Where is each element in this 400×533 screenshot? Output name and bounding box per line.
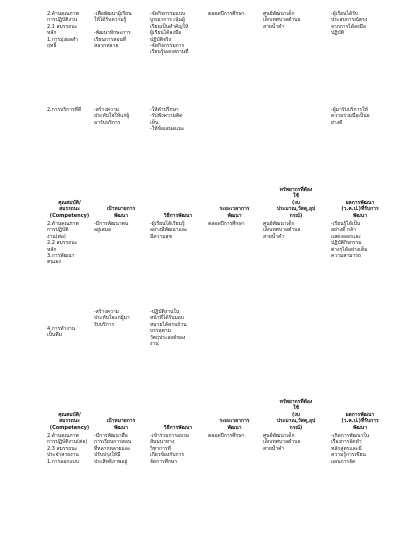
cell-line: -จัดกิจกรรมแบบ bbox=[150, 11, 186, 17]
header-competency bbox=[46, 180, 93, 220]
cell-line: (ว.ค.ป.)ที่รับการ bbox=[341, 206, 379, 213]
cell-line: -เรียนรู้ได้เป็น bbox=[331, 221, 361, 227]
table-row bbox=[46, 10, 390, 106]
header-result bbox=[330, 180, 390, 220]
cell-line: -จัดกิจกรรมการ bbox=[150, 43, 185, 50]
cell-line: ศูนย์พัฒนาเด็ก bbox=[263, 221, 295, 227]
table-row bbox=[46, 220, 390, 308]
cell-line: การปฏิบัติ bbox=[47, 227, 69, 234]
table-header-row bbox=[46, 398, 390, 432]
cell-line: สมรรถนะ bbox=[59, 418, 80, 425]
cell-line: แผนการจัด bbox=[331, 458, 356, 465]
cell-line: -พัฒนาทักษะการ bbox=[94, 30, 131, 37]
cell-line: ปฏิบัติจริง bbox=[150, 36, 172, 43]
cell-line: -เพื่อพัฒนาผู้เรียน bbox=[94, 11, 132, 17]
result-cell bbox=[330, 432, 390, 492]
cell-line: 2.1 สมรรถนะ bbox=[47, 23, 78, 30]
cell-line: ประมาณ,วัสดุ,อุป bbox=[276, 206, 316, 213]
header-competency bbox=[46, 398, 93, 432]
cell-line: อย่างดี กล้า bbox=[331, 227, 356, 234]
cell-line: งาน(ต่อ) bbox=[47, 233, 66, 240]
method-cell bbox=[149, 308, 207, 356]
cell-line: 1.การออกแบบ bbox=[47, 458, 79, 465]
header-resources bbox=[262, 180, 330, 220]
cell-line: 2.ด้านคุณภาพ bbox=[47, 433, 79, 440]
table-row bbox=[46, 106, 390, 146]
cell-line: ใช้ bbox=[293, 193, 299, 200]
cell-line: วัตถุประสงค์ของ bbox=[150, 334, 186, 341]
cell-line: -สร้างความ bbox=[94, 309, 120, 315]
cell-line: ให้ได้รับความรู้ bbox=[94, 17, 127, 24]
cell-line: จากการได้ลงมือ bbox=[331, 23, 366, 30]
cell-line: ประจำสายงาน bbox=[47, 452, 79, 459]
cell-line: พัฒนา bbox=[113, 212, 129, 219]
resources-cell bbox=[262, 220, 330, 308]
cell-line: ผลการพัฒนา bbox=[345, 199, 375, 206]
method-cell bbox=[149, 220, 207, 308]
cell-line: มีความสุข bbox=[150, 233, 173, 240]
cell-line: เป้าหมายการ bbox=[106, 418, 136, 425]
header-result bbox=[330, 398, 390, 432]
cell-line: ผู้เรียนได้ลงมือ bbox=[150, 30, 182, 37]
competency-cell bbox=[46, 432, 93, 492]
cell-line: 2.ด้านคุณภาพ bbox=[47, 221, 79, 227]
cell-line: ความสามารถ bbox=[331, 253, 361, 260]
cell-line: แสดงออกและ bbox=[331, 233, 361, 240]
cell-line: หลักสูตรและมี bbox=[331, 445, 362, 452]
cell-line: (Competency) bbox=[49, 212, 90, 219]
cell-line: กรณ์) bbox=[289, 212, 303, 219]
cell-line: หน้าที่ได้รับมอบ bbox=[150, 315, 184, 322]
cell-line: เล็กเทศบาลตำบล bbox=[263, 439, 301, 446]
cell-line: 2.ด้านคุณภาพ bbox=[47, 11, 79, 17]
cell-line: ปรับปรุงให้มี bbox=[94, 452, 121, 459]
cell-line: พัฒนา bbox=[113, 424, 129, 431]
cell-line: 2.3 สมรรถนะ bbox=[47, 445, 78, 452]
cell-line: ความร่วมมือเป็นอ bbox=[331, 113, 370, 120]
cell-line: ประทับใจให้แก่ผู้ bbox=[94, 113, 130, 120]
cell-line: เล็กเทศบาลตำบล bbox=[263, 17, 301, 24]
resources-cell bbox=[262, 308, 330, 356]
cell-line: วิชาการที่ bbox=[150, 445, 171, 452]
cell-line: เรียนรู้นอกสถานที่ bbox=[150, 49, 189, 56]
cell-line: เห็น bbox=[150, 119, 159, 126]
cell-line: หมายได้ครบถ้วน bbox=[150, 321, 187, 328]
cell-line: พัฒนา bbox=[227, 424, 242, 431]
cell-line: ผลการพัฒนา bbox=[345, 411, 375, 418]
result-cell bbox=[330, 106, 390, 146]
goal-cell bbox=[93, 308, 149, 356]
cell-line: 1.การมุ่งผลสำ bbox=[47, 36, 78, 43]
resources-cell bbox=[262, 106, 330, 146]
cell-line: พัฒนา bbox=[352, 212, 368, 219]
cell-line: การปฏิบัติงาน bbox=[47, 17, 78, 24]
cell-line: (ว.ค.ป.)ที่รับการ bbox=[341, 418, 379, 425]
cell-line: เรียนเป็นสำคัญให้ bbox=[150, 23, 189, 30]
header-duration bbox=[207, 180, 262, 220]
cell-line: เป็นทีม bbox=[47, 332, 62, 338]
cell-line: ระยะเวลาการ bbox=[219, 206, 250, 213]
cell-line: ทรัพยากรที่ต้อง bbox=[279, 399, 313, 405]
cell-line: จัดการศึกษา bbox=[150, 458, 178, 465]
cell-line: พัฒนา bbox=[352, 424, 368, 431]
cell-line: สมรรถนะ bbox=[59, 206, 80, 213]
cell-line: (งบ bbox=[292, 199, 300, 206]
header-method bbox=[149, 398, 207, 432]
method-cell bbox=[149, 432, 207, 492]
cell-line: ฤทธิ์ bbox=[47, 43, 57, 50]
cell-line: อยู่เสมอ bbox=[94, 227, 111, 234]
cell-line: -เกิดการพัฒนาใน bbox=[331, 433, 370, 440]
cell-line: -ให้ข้อเสนอแนะ bbox=[150, 126, 185, 133]
cell-line: หลากหลาย bbox=[94, 43, 119, 50]
cell-line: 3.การพัฒนา bbox=[47, 253, 75, 260]
cell-line: -ปฏิบัติงานใน bbox=[150, 309, 180, 315]
table-row bbox=[46, 432, 390, 492]
duration-cell bbox=[207, 308, 262, 356]
cell-line: ศูนย์พัฒนาเด็ก bbox=[263, 433, 295, 440]
result-cell bbox=[330, 10, 390, 106]
goal-cell bbox=[93, 432, 149, 492]
header-resources bbox=[262, 398, 330, 432]
header-method bbox=[149, 180, 207, 220]
cell-line: ปฏิบัติกิจกรรม bbox=[331, 240, 362, 247]
resources-cell bbox=[262, 432, 330, 492]
cell-line: ทรัพยากรที่ต้อง bbox=[279, 186, 313, 193]
cell-line: -มีการพัฒนาสื่อ bbox=[94, 433, 128, 440]
goal-cell bbox=[93, 106, 149, 146]
duration-cell bbox=[207, 106, 262, 146]
competency-cell bbox=[46, 106, 93, 146]
cell-line: ประสิทธิภาพอยู่ bbox=[94, 458, 128, 465]
duration-cell bbox=[207, 432, 262, 492]
cell-line: ปฏิบัติ bbox=[331, 30, 344, 37]
cell-line: -ผู้มารับบริการให้ bbox=[331, 107, 368, 113]
result-cell bbox=[330, 220, 390, 308]
resources-cell bbox=[262, 10, 330, 106]
competency-cell bbox=[46, 308, 93, 356]
cell-line: บรรลุตาม bbox=[150, 328, 171, 335]
cell-line: -ให้คำปรึกษา bbox=[150, 107, 179, 113]
cell-line: 2.2 สมรรถนะ bbox=[47, 240, 78, 247]
cell-line: ความรู้การเขียน bbox=[331, 452, 366, 459]
cell-line: -ผู้เรียนได้เรียนรู้ bbox=[150, 221, 185, 227]
cell-line: -มีการพัฒนาตน bbox=[94, 221, 129, 227]
method-cell bbox=[149, 10, 207, 106]
cell-line: พัฒนา bbox=[227, 212, 242, 219]
cell-line: มารับบริการ bbox=[94, 119, 121, 126]
cell-line: ที่หลากหลายและ bbox=[94, 445, 131, 452]
cell-line: คุณสมบัติ/ bbox=[58, 411, 81, 418]
cell-line: ตนเอง bbox=[47, 259, 61, 266]
header-duration bbox=[207, 398, 262, 432]
cell-line: วิธีการพัฒนา bbox=[163, 212, 193, 219]
header-goal bbox=[93, 180, 149, 220]
cell-line: ศูนย์พัฒนาเด็ก bbox=[263, 11, 295, 17]
method-cell bbox=[149, 106, 207, 146]
competency-cell bbox=[46, 220, 93, 308]
cell-line: ประทับใจแก่ผู้มา bbox=[94, 315, 130, 322]
result-cell bbox=[330, 308, 390, 356]
header-goal bbox=[93, 398, 149, 432]
cell-line: สายน้ำคำ bbox=[263, 445, 285, 452]
cell-line: -สร้างความ bbox=[94, 107, 120, 113]
cell-line: งาน bbox=[150, 341, 159, 348]
cell-line: 4.การทำงาน bbox=[47, 325, 76, 332]
development-table-section-3 bbox=[46, 398, 390, 492]
cell-line: ตลอดปีการศึกษา bbox=[208, 11, 245, 17]
development-table-section-2 bbox=[46, 180, 390, 356]
cell-line: อย่างมีพัฒนาและ bbox=[150, 227, 188, 234]
cell-line: (Competency) bbox=[49, 424, 90, 431]
cell-line: เรื่องการจัดทำ bbox=[331, 439, 362, 446]
cell-line: หลัก bbox=[47, 246, 57, 253]
cell-line: -ผู้เรียนได้รับ bbox=[331, 11, 359, 17]
cell-line: ต่างๆได้อย่างเต็ม bbox=[331, 246, 368, 253]
cell-line: การเรียนการสอน bbox=[94, 439, 132, 446]
cell-line: ตลอดปีการศึกษา bbox=[208, 221, 245, 227]
competency-cell bbox=[46, 10, 93, 106]
cell-line: ตลอดปีการศึกษา bbox=[208, 433, 245, 440]
cell-line: การปฏิบัติงาน(ต่อ) bbox=[47, 439, 88, 446]
cell-line: เล็กเทศบาลตำบล bbox=[263, 227, 301, 234]
cell-line: รับบริการ bbox=[94, 321, 115, 328]
cell-line: กรณ์) bbox=[289, 424, 303, 431]
cell-line: คุณสมบัติ/ bbox=[58, 199, 81, 206]
cell-line: -รับฟังความคิด bbox=[150, 113, 183, 120]
cell-line: (งบ bbox=[292, 411, 300, 418]
cell-line: ย่างดี bbox=[331, 119, 343, 126]
duration-cell bbox=[207, 10, 262, 106]
cell-line: หลัก bbox=[47, 30, 57, 37]
cell-line: ประมาณ,วัสดุ,อุป bbox=[276, 418, 316, 425]
cell-line: เรียนการสอนที่ bbox=[94, 36, 127, 43]
cell-line: สายน้ำคำ bbox=[263, 23, 285, 30]
cell-line: เกี่ยวข้องกับการ bbox=[150, 452, 185, 459]
cell-line: ใช้ bbox=[293, 405, 299, 412]
cell-line: เป้าหมายการ bbox=[106, 206, 136, 213]
cell-line: -เข้าร่วมการอบรม bbox=[150, 433, 190, 440]
cell-line: วิธีการพัฒนา bbox=[163, 424, 193, 431]
cell-line: ระยะเวลาการ bbox=[219, 418, 250, 425]
table-header-row bbox=[46, 180, 390, 220]
cell-line: 2.การบริการที่ดี bbox=[47, 107, 82, 113]
cell-line: บูรณาการ เน้นผู้ bbox=[150, 17, 185, 24]
table-row bbox=[46, 308, 390, 356]
development-table-section-1 bbox=[46, 10, 390, 146]
goal-cell bbox=[93, 220, 149, 308]
goal-cell bbox=[93, 10, 149, 106]
cell-line: ประสบการณ์ตรง bbox=[331, 17, 368, 24]
cell-line: สายน้ำคำ bbox=[263, 233, 285, 240]
cell-line: สัมมนาทาง bbox=[150, 439, 175, 446]
duration-cell bbox=[207, 220, 262, 308]
